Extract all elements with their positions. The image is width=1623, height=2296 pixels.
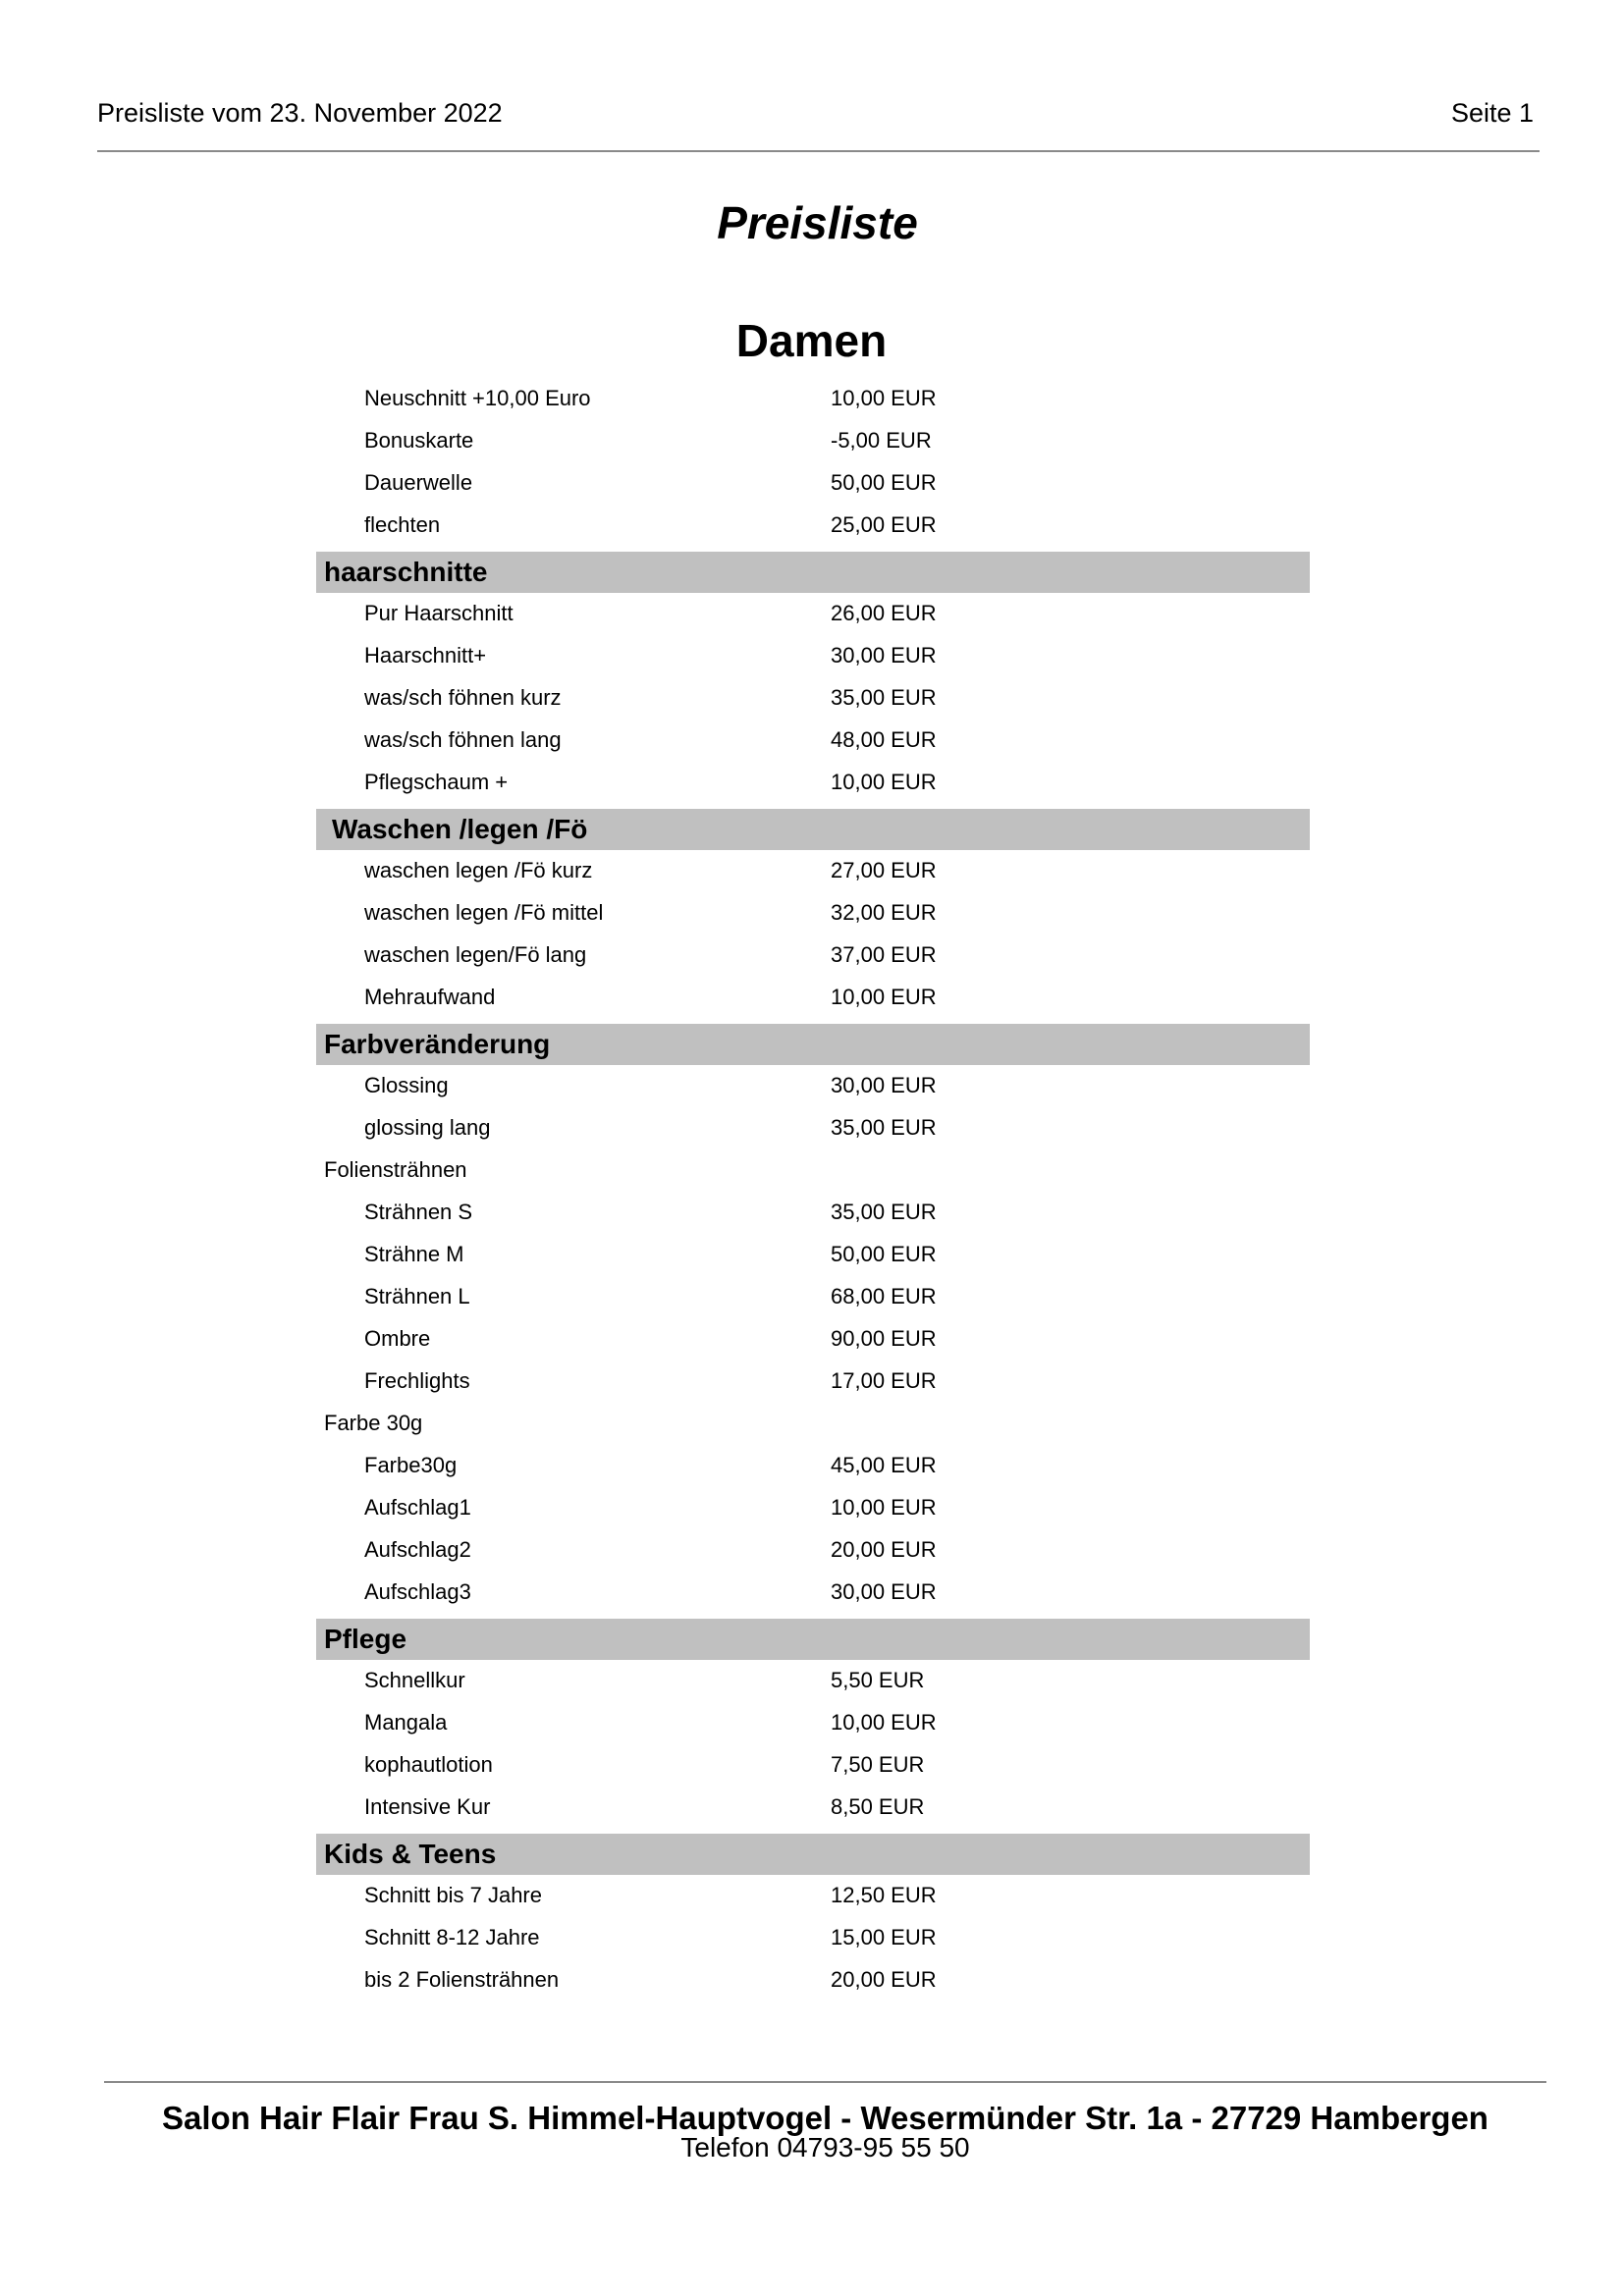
price-row: [316, 1744, 1310, 1787]
service-price: 10,00 EUR: [831, 386, 937, 410]
service-price: 35,00 EUR: [831, 685, 937, 710]
price-row: [316, 1572, 1310, 1614]
price-row: [316, 1959, 1310, 2002]
price-row: [316, 635, 1310, 677]
price-row: [316, 1192, 1310, 1234]
service-name: waschen legen /Fö mittel: [364, 900, 604, 925]
service-price: 5,50 EUR: [831, 1668, 925, 1692]
service-price: 30,00 EUR: [831, 1073, 937, 1097]
service-name: Schnitt bis 7 Jahre: [364, 1883, 542, 1907]
category-title: Farbveränderung: [324, 1029, 551, 1059]
category-title: Waschen /legen /Fö: [332, 814, 588, 844]
price-row: [316, 1660, 1310, 1702]
service-price: 37,00 EUR: [831, 942, 937, 967]
price-row: [316, 934, 1310, 977]
service-price: 10,00 EUR: [831, 1710, 937, 1735]
service-price: 35,00 EUR: [831, 1200, 937, 1224]
service-name: Strähnen S: [364, 1200, 473, 1224]
price-list: [316, 378, 1310, 2002]
price-row: [316, 1702, 1310, 1744]
price-row: [316, 1107, 1310, 1149]
service-name: Intensive Kur: [364, 1794, 491, 1819]
subcategory-title: Farbe 30g: [324, 1411, 423, 1435]
service-name: Glossing: [364, 1073, 449, 1097]
service-name: Haarschnitt+: [364, 643, 487, 667]
service-price: -5,00 EUR: [831, 428, 932, 453]
price-row: [316, 1875, 1310, 1917]
service-price: 20,00 EUR: [831, 1967, 937, 1992]
service-name: Pur Haarschnitt: [364, 601, 514, 625]
category-title: Kids & Teens: [324, 1839, 497, 1869]
price-row: [316, 892, 1310, 934]
price-row: [316, 1487, 1310, 1529]
service-name: Pflegschaum +: [364, 770, 509, 794]
service-name: Farbe30g: [364, 1453, 458, 1477]
price-row: [316, 1234, 1310, 1276]
header-divider: [97, 150, 1540, 152]
price-row: [316, 505, 1310, 547]
header-document-date: Preisliste vom 23. November 2022: [97, 98, 503, 128]
category-header: [316, 1024, 1310, 1065]
service-name: Dauerwelle: [364, 470, 473, 495]
service-name: flechten: [364, 512, 441, 537]
price-row: [316, 720, 1310, 762]
service-price: 32,00 EUR: [831, 900, 937, 925]
service-name: Aufschlag2: [364, 1537, 471, 1562]
service-name: Aufschlag1: [364, 1495, 471, 1520]
document-title: Preisliste: [717, 197, 918, 248]
service-name: Neuschnitt +10,00 Euro: [364, 386, 591, 410]
subcategory-row: [316, 1403, 1310, 1445]
service-price: 35,00 EUR: [831, 1115, 937, 1140]
service-name: waschen legen /Fö kurz: [364, 858, 593, 882]
service-name: kophautlotion: [364, 1752, 493, 1777]
service-price: 27,00 EUR: [831, 858, 937, 882]
service-price: 12,50 EUR: [831, 1883, 937, 1907]
service-price: 10,00 EUR: [831, 985, 937, 1009]
service-name: Ombre: [364, 1326, 431, 1351]
service-price: 50,00 EUR: [831, 1242, 937, 1266]
price-row: [316, 850, 1310, 892]
service-price: 26,00 EUR: [831, 601, 937, 625]
category-header: [316, 1619, 1310, 1660]
category-header: [316, 1834, 1310, 1875]
service-price: 20,00 EUR: [831, 1537, 937, 1562]
service-name: bis 2 Foliensträhnen: [364, 1967, 560, 1992]
service-price: 90,00 EUR: [831, 1326, 937, 1351]
subcategory-row: [316, 1149, 1310, 1192]
footer-divider: [104, 2081, 1546, 2083]
service-name: Mehraufwand: [364, 985, 496, 1009]
price-row: [316, 1529, 1310, 1572]
service-name: Aufschlag3: [364, 1579, 471, 1604]
subcategory-title: Foliensträhnen: [324, 1157, 467, 1182]
section-title: Damen: [735, 315, 888, 366]
service-name: Strähnen L: [364, 1284, 470, 1308]
service-name: Schnitt 8-12 Jahre: [364, 1925, 540, 1949]
service-name: was/sch föhnen lang: [364, 727, 562, 752]
service-name: was/sch föhnen kurz: [364, 685, 562, 710]
service-price: 48,00 EUR: [831, 727, 937, 752]
service-price: 8,50 EUR: [831, 1794, 925, 1819]
service-name: Bonuskarte: [364, 428, 474, 453]
category-header: [316, 552, 1310, 593]
footer-salon-address: Salon Hair Flair Frau S. Himmel-Hauptvogel - Wesermünder Str. 1a - 27729 Hambergen: [162, 2100, 1488, 2136]
service-name: Strähne M: [364, 1242, 464, 1266]
service-price: 68,00 EUR: [831, 1284, 937, 1308]
price-row: [316, 677, 1310, 720]
service-price: 50,00 EUR: [831, 470, 937, 495]
price-row: [316, 1276, 1310, 1318]
service-price: 45,00 EUR: [831, 1453, 937, 1477]
service-price: 30,00 EUR: [831, 643, 937, 667]
price-row: [316, 420, 1310, 462]
category-title: Pflege: [324, 1624, 407, 1654]
price-row: [316, 1445, 1310, 1487]
price-row: [316, 762, 1310, 804]
price-row: [316, 1318, 1310, 1361]
service-name: Schnellkur: [364, 1668, 465, 1692]
category-title: haarschnitte: [324, 557, 488, 587]
price-row: [316, 593, 1310, 635]
price-row: [316, 378, 1310, 420]
price-row: [316, 977, 1310, 1019]
category-header: [316, 809, 1310, 850]
price-row: [316, 1065, 1310, 1107]
footer-phone: Telefon 04793-95 55 50: [680, 2132, 970, 2163]
service-price: 10,00 EUR: [831, 770, 937, 794]
service-price: 30,00 EUR: [831, 1579, 937, 1604]
service-name: glossing lang: [364, 1115, 491, 1140]
service-name: waschen legen/Fö lang: [364, 942, 587, 967]
service-price: 25,00 EUR: [831, 512, 937, 537]
price-row: [316, 1787, 1310, 1829]
service-price: 7,50 EUR: [831, 1752, 925, 1777]
header-page-number: Seite 1: [1450, 98, 1534, 128]
service-name: Frechlights: [364, 1368, 470, 1393]
service-price: 15,00 EUR: [831, 1925, 937, 1949]
price-row: [316, 462, 1310, 505]
service-price: 17,00 EUR: [831, 1368, 937, 1393]
service-price: 10,00 EUR: [831, 1495, 937, 1520]
price-row: [316, 1917, 1310, 1959]
price-row: [316, 1361, 1310, 1403]
service-name: Mangala: [364, 1710, 448, 1735]
